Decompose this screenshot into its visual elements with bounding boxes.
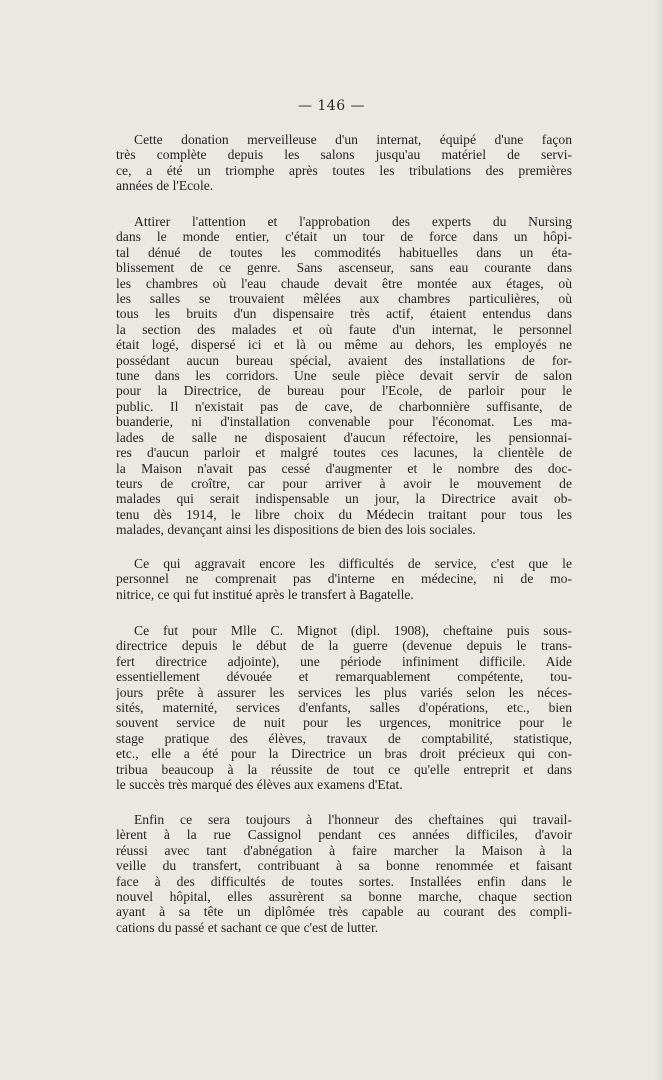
text-line: Attirer l'attention et l'approbation des experts du Nursing (134, 214, 572, 229)
text-line: lèrent à la rue Cassignol pendant ces années difficiles, d'avoir (116, 827, 572, 843)
text-line: nitrice, ce qui fut institué après le transfert à Bagatelle. (116, 586, 414, 602)
page-edge-shadow (653, 0, 663, 1080)
text-line: la section des malades et où faute d'un internat, le personnel (116, 321, 572, 337)
text-line: jours prête à assurer les services les plus variés selon les néces- (116, 684, 572, 700)
text-line: malades qui serait indispensable un jour, la Directrice avait ob- (116, 491, 572, 507)
text-line: Ce qui aggravait encore les difficultés de service, c'est que le (134, 556, 572, 571)
text-line: buanderie, ni d'installation convenable pour l'économat. Les ma- (116, 414, 572, 430)
text-line: souvent service de nuit pour les urgences, monitrice pour le (116, 715, 572, 731)
text-line: lades de salle ne disposaient d'aucun réfectoire, les pensionnai- (116, 429, 572, 445)
text-line: Ce fut pour Mlle C. Mignot (dipl. 1908), cheftaine puis sous- (134, 623, 572, 638)
text-line: réussi avec tant d'abnégation à faire marcher la Maison à la (116, 842, 572, 858)
text-line: malades, devançant ainsi les dispositions de bien des lois sociales. (116, 522, 476, 538)
text-line: cations du passé et sachant ce que c'est de lutter. (116, 919, 379, 935)
text-line: possédant aucun bureau spécial, avaient des installations de for- (116, 352, 572, 368)
text-line: la Maison n'avait pas cessé d'augmenter et le nombre des doc- (116, 460, 572, 476)
text-line: Enfin ce sera toujours à l'honneur des cheftaines qui travail- (134, 812, 572, 827)
paragraph-4 (116, 623, 572, 792)
text-line: Cette donation merveilleuse d'un internat, équipé d'une façon (134, 132, 572, 147)
text-line: etc., elle a été pour la Directrice un bras droit précieux qui con- (116, 746, 572, 762)
text-line: veille du transfert, contribuant à sa bonne renommée et faisant (116, 858, 572, 874)
page-number: — 146 — (297, 98, 366, 114)
paragraph-5 (116, 812, 572, 935)
text-line: face à des difficultés de toutes sortes. Installées enfin dans le (116, 873, 572, 889)
text-line: tune dans les corridors. Une seule pièce devait servir de salon (116, 368, 572, 384)
paragraph-3 (116, 556, 572, 602)
text-line: public. Il n'existait pas de cave, de charbonnière suffisante, de (116, 398, 572, 414)
text-line: res d'aucun parloir et malgré toutes ces lacunes, la clientèle de (116, 445, 572, 461)
text-line: teurs de croître, car pour arriver à avoir le mouvement de (116, 475, 572, 491)
text-line: stage pratique des élèves, travaux de comptabilité, statistique, (116, 730, 572, 746)
text-line: tal dénué de toutes les commodités habituelles dans un éta- (116, 244, 572, 260)
paragraph-2 (116, 214, 572, 538)
text-line: ayant à sa tête un diplômée très capable au courant des compli- (116, 904, 572, 920)
text-line: pour la Directrice, de bureau pour l'Ecole, de parloir pour le (116, 383, 572, 399)
text-line: années de l'Ecole. (116, 178, 214, 194)
text-line: essentiellement dévouée et remarquablement compétente, tou- (116, 669, 572, 685)
text-line: fert directrice adjointe), une période infiniment difficile. Aide (116, 653, 572, 669)
text-line: nouvel hôpital, elles assurèrent sa bonne marche, chaque section (116, 889, 572, 905)
text-line: les salles se trouvaient mêlées aux chambres particulières, où (116, 291, 572, 307)
text-line: tous les bruits d'un dispensaire très actif, étaient entendus dans (116, 306, 572, 322)
text-line: dans le monde entier, c'était un tour de force dans un hôpi- (116, 229, 572, 245)
text-line: les chambres où l'eau chaude devait être montée aux étages, où (116, 275, 572, 291)
text-line: personnel ne comprenait pas d'interne en médecine, ni de mo- (116, 571, 572, 587)
text-line: était logé, dispersé ici et là ou même au dehors, les employés ne (116, 337, 572, 353)
text-line: directrice depuis le début de la guerre (devenue depuis le trans- (116, 638, 572, 654)
text-line: ce, a été un triomphe après toutes les tribulations des premières (116, 162, 572, 178)
paragraph-1 (116, 132, 572, 194)
text-line: sités, maternité, services d'enfants, salles d'opérations, etc., bien (116, 700, 572, 716)
text-line: très complète depuis les salons jusqu'au matériel de servi- (116, 147, 572, 163)
text-line: blissement de ce genre. Sans ascenseur, sans eau courante dans (116, 260, 572, 276)
text-line: tribua beaucoup à la réussite de tout ce qu'elle entreprit et dans (116, 761, 572, 777)
text-line: tenu dès 1914, le libre choix du Médecin traitant pour tous les (116, 506, 572, 522)
text-line: le succès très marqué des élèves aux examens d'Etat. (116, 777, 403, 793)
